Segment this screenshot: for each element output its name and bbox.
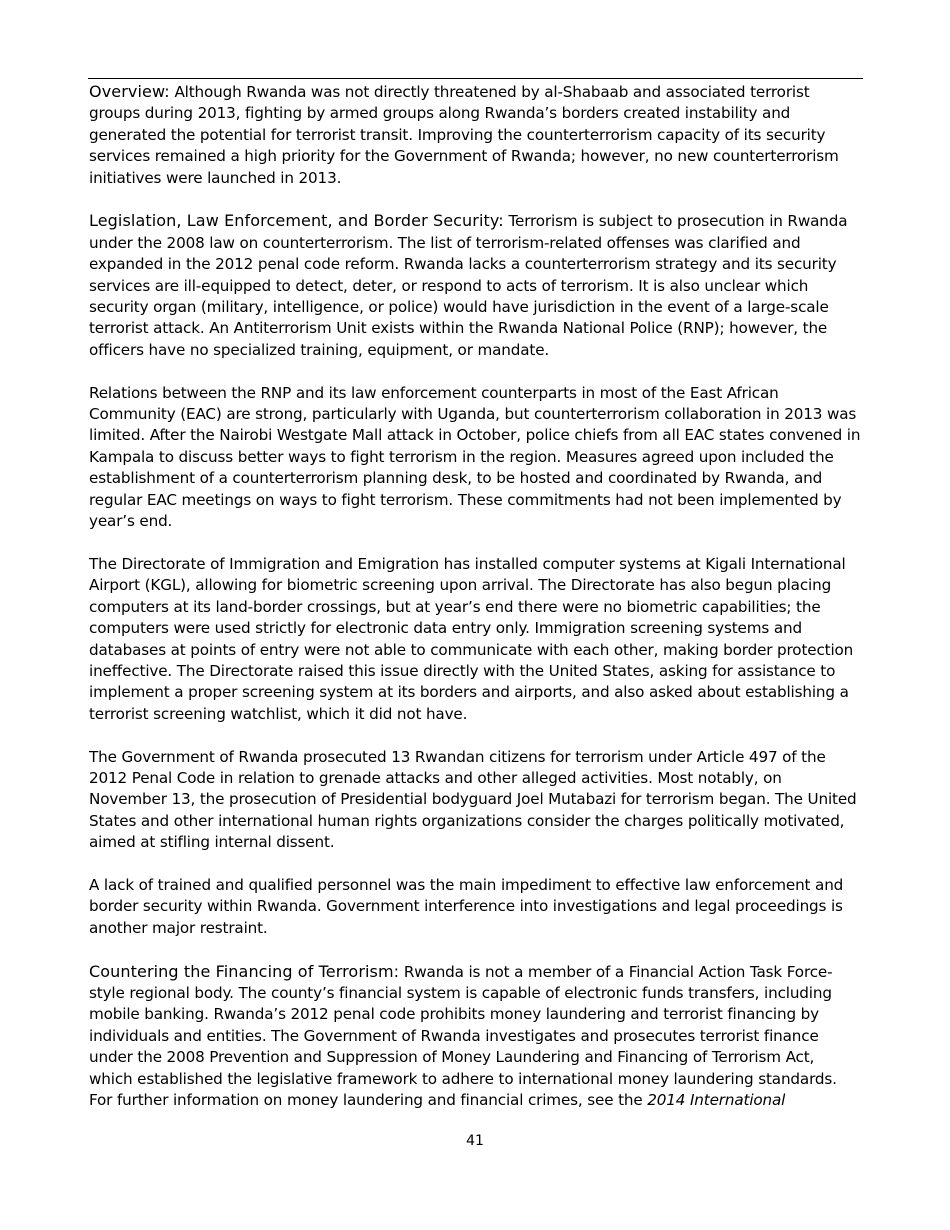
- cft-paragraph: [89, 961, 861, 1112]
- cft-heading: Countering the Financing of Terrorism:: [89, 961, 400, 981]
- prosecution-paragraph: The Government of Rwanda prosecuted 13 Rwandan citizens for terrorism under Article 497 of the 2012 Penal Code in relation to grenade attacks and other alleged activities. Most notably, on November 13, the prosecution of Presidential bodyguard Joel Mutabazi for terrorism began. The United States and other international human rights organizations consider the charges politically motivated, aimed at stifling internal dissent.: [89, 747, 857, 852]
- page-number: 41: [466, 1133, 484, 1149]
- document-body: [89, 81, 861, 1133]
- rnp-relations-paragraph: Relations between the RNP and its law enforcement counterparts in most of the East African Community (EAC) are strong, particularly with Uganda, but counterterrorism collaboration in 2013 was limited. After the Nairobi Westgate Mall attack in October, police chiefs from all EAC states convened in Kampala to discuss better ways to fight terrorism in the region. Measures agreed upon included the establishment of a counterterrorism planning desk, to be hosted and coordinated by Rwanda, and regular EAC meetings on ways to fight terrorism. These commitments had not been implemented by year’s end.: [89, 383, 861, 531]
- personnel-paragraph: A lack of trained and qualified personnel was the main impediment to effective law enforcement and border security within Rwanda. Government interference into investigations and legal proceedings is another major restraint.: [89, 875, 844, 937]
- overview-paragraph: [89, 81, 861, 189]
- cft-italic-reference: 2014 International: [647, 1091, 786, 1109]
- legislation-paragraph: [89, 210, 861, 361]
- legislation-text: Terrorism is subject to prosecution in Rwanda under the 2008 law on counterterrorism. The list of terrorism-related offenses was clarified and expanded in the 2012 penal code reform. Rwanda lacks a counterterrorism strategy and its security services are ill-equipped to detect, deter, or respond to acts of terrorism. It is also unclear which security organ (military, intelligence, or police) would have jurisdiction in the event of a large-scale terrorist attack. An Antiterrorism Unit exists within the Rwanda National Police (RNP); however, the officers have no specialized training, equipment, or mandate.: [89, 212, 848, 359]
- overview-text: Although Rwanda was not directly threatened by al-Shabaab and associated terrorist groups during 2013, fighting by armed groups along Rwanda’s borders created instability and generated the potential for terrorist transit. Improving the counterterrorism capacity of its security services remained a high priority for the Government of Rwanda; however, no new counterterrorism initiatives were launched in 2013.: [89, 83, 839, 187]
- legislation-heading: Legislation, Law Enforcement, and Border Security:: [89, 211, 504, 231]
- cft-text: Rwanda is not a member of a Financial Action Task Force-style regional body. The county’s financial system is capable of electronic funds transfers, including mobile banking. Rwanda’s 2012 penal code prohibits money laundering and terrorist financing by individuals and entities. The Government of Rwanda investigates and prosecutes terrorist finance under the 2008 Prevention and Suppression of Money Laundering and Financing of Terrorism Act, which established the legislative framework to adhere to international money laundering standards. For further information on money laundering and financial crimes, see the: [89, 962, 837, 1109]
- header-rule: [88, 78, 863, 79]
- directorate-paragraph: The Directorate of Immigration and Emigration has installed computer systems at Kigali International Airport (KGL), allowing for biometric screening upon arrival. The Directorate has also begun placing computers at its land-border crossings, but at year’s end there were no biometric capabilities; the computers were used strictly for electronic data entry only. Immigration screening systems and databases at points of entry were not able to communicate with each other, making border protection ineffective. The Directorate raised this issue directly with the United States, asking for assistance to implement a proper screening system at its borders and airports, and also asked about establishing a terrorist screening watchlist, which it did not have.: [89, 554, 854, 723]
- overview-heading: Overview:: [89, 82, 170, 101]
